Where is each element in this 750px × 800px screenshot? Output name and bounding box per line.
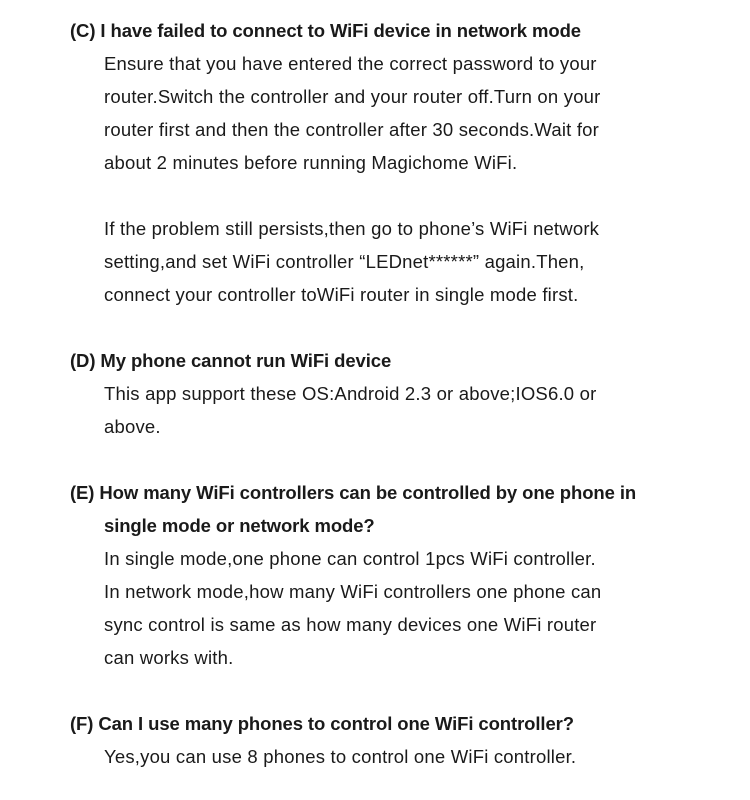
question-e-title: (E) How many WiFi controllers can be controlled by one phone in — [70, 482, 637, 503]
answer-e-line-2: In network mode,how many WiFi controllers one phone can — [104, 581, 602, 602]
answer-e-line-1: In single mode,one phone can control 1pcs WiFi controller. — [104, 548, 596, 569]
answer-c-line-7: connect your controller toWiFi router in single mode first. — [104, 284, 579, 305]
answer-c-line-1: Ensure that you have entered the correct password to your — [104, 53, 597, 74]
answer-c-line-2: router.Switch the controller and your router off.Turn on your — [104, 86, 601, 107]
answer-e-line-4: can works with. — [104, 647, 234, 668]
answer-e-line-3: sync control is same as how many devices one WiFi router — [104, 614, 597, 635]
question-c-title: (C) I have failed to connect to WiFi device in network mode — [70, 20, 581, 41]
answer-d-line-1: This app support these OS:Android 2.3 or above;IOS6.0 or — [104, 383, 597, 404]
answer-c-line-5: If the problem still persists,then go to phone’s WiFi network — [104, 218, 600, 239]
question-e-title-cont: single mode or network mode? — [104, 515, 375, 536]
answer-d-line-2: above. — [104, 416, 161, 437]
answer-c-line-4: about 2 minutes before running Magichome WiFi. — [104, 152, 518, 173]
question-d-title: (D) My phone cannot run WiFi device — [70, 350, 392, 371]
answer-f-line-1: Yes,you can use 8 phones to control one WiFi controller. — [104, 746, 577, 767]
answer-c-line-6: setting,and set WiFi controller “LEDnet******” again.Then, — [104, 251, 585, 272]
answer-c-line-3: router first and then the controller after 30 seconds.Wait for — [104, 119, 600, 140]
question-f-title: (F) Can I use many phones to control one WiFi controller? — [70, 713, 574, 734]
